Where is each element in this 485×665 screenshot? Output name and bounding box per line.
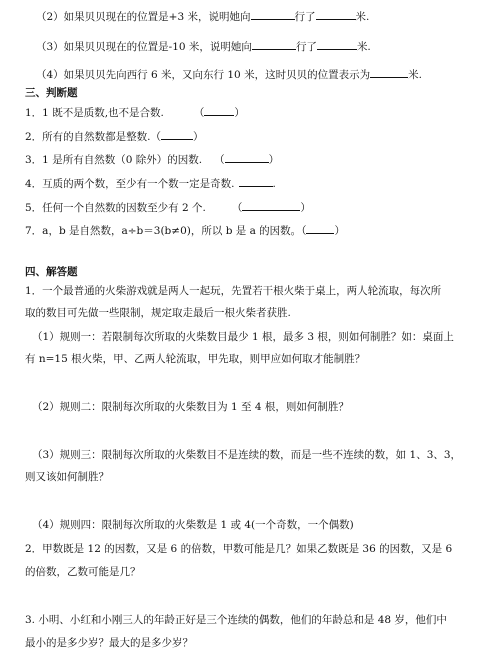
answer-blank[interactable]: [370, 66, 408, 78]
judgment-item-4: 4．互质的两个数，至少有一个数一定是奇数. .: [25, 175, 485, 191]
q4-text-a: （4）如果贝贝先向西行 6 米，又向东行 10 米，这时贝贝的位置表示为: [36, 69, 371, 81]
answer-blank[interactable]: [251, 8, 295, 20]
q3-text-a: （3）如果贝贝现在的位置是-10 米，说明她向: [36, 41, 252, 53]
rule2: （2）规则二：限制每次所取的火柴数目为 1 至 4 根，则如何制胜？: [32, 401, 349, 413]
q3-text-c: 米.: [356, 41, 371, 53]
rule3-line-1: （3）规则三：限制每次所取的火柴数目不是连续的数，而是一些不连续的数，如 1、3、3，: [32, 449, 462, 461]
q2-line-2: 的倍数，乙数可能是几？: [25, 566, 141, 578]
judgment-item-1: 1．1 既不是质数,也不是合数. （ ）: [25, 104, 485, 120]
judgment-item-2: 2．所有的自然数都是整数.（ ）: [25, 128, 485, 144]
q2-text-b: 行了: [294, 11, 316, 23]
q3-line-1: 3. 小明、小红和小刚三人的年龄正好是三个连续的偶数，他们的年龄总和是 48 岁，他们中: [25, 614, 447, 626]
q2-line-1: 2．甲数既是 12 的因数，又是 6 的倍数，甲数可能是几？如果乙数既是 36 的因数，又是 6: [25, 543, 453, 555]
answer-blank[interactable]: [306, 222, 334, 234]
answer-blank[interactable]: [161, 128, 193, 140]
q1-line-1: 1．一个最普通的火柴游戏就是两人一起玩，先置若干根火柴于桌上，两人轮流取，每次所: [25, 285, 442, 297]
judgment-item-5: 5．任何一个自然数的因数至少有 2 个. （ ）: [25, 199, 485, 215]
fill-in-q2: [36, 8, 485, 24]
section-title-solve: 四、解答题: [25, 266, 78, 278]
rule4: （4）规则四：限制每次所取的火柴数是 1 或 4(一个奇数，一个偶数): [32, 519, 354, 531]
answer-blank[interactable]: [252, 38, 296, 50]
answer-blank[interactable]: [225, 151, 269, 163]
judgment-item-7: 7．a，b 是自然数，a÷b＝3(b≠0)，所以 b 是 a 的因数。（ ）: [25, 222, 485, 238]
rule3-line-2: 则又该如何制胜？: [25, 471, 109, 483]
answer-blank[interactable]: [204, 104, 234, 116]
q3-text-b: 行了: [295, 41, 317, 53]
fill-in-q4: [36, 66, 485, 82]
q2-text-a: （2）如果贝贝现在的位置是+3 米，说明她向: [36, 11, 251, 23]
q1-line-2: 取的数目可先做一些限制，规定取走最后一根火柴者获胜.: [25, 307, 291, 319]
section-title-judgment: 三、判断题: [25, 87, 78, 99]
answer-blank[interactable]: [242, 199, 300, 211]
q2-text-c: 米.: [355, 11, 370, 23]
q3-line-2: 最小的是多少岁？最大的是多少岁？: [25, 637, 193, 649]
q4-text-b: 米.: [408, 69, 422, 81]
fill-in-q3: [36, 38, 485, 54]
answer-blank[interactable]: [239, 175, 273, 187]
judgment-item-3: 3．1 是所有自然数（0 除外）的因数. （ ）: [25, 151, 485, 167]
rule1-line-2: 有 n=15 根火柴，甲、乙两人轮流取，甲先取，则甲应如何取才能制胜？: [25, 353, 366, 365]
answer-blank[interactable]: [317, 38, 357, 50]
answer-blank[interactable]: [316, 8, 356, 20]
rule1-line-1: （1）规则一：若限制每次所取的火柴数目最少 1 根，最多 3 根，则如何制胜？如：桌面上: [32, 331, 454, 343]
